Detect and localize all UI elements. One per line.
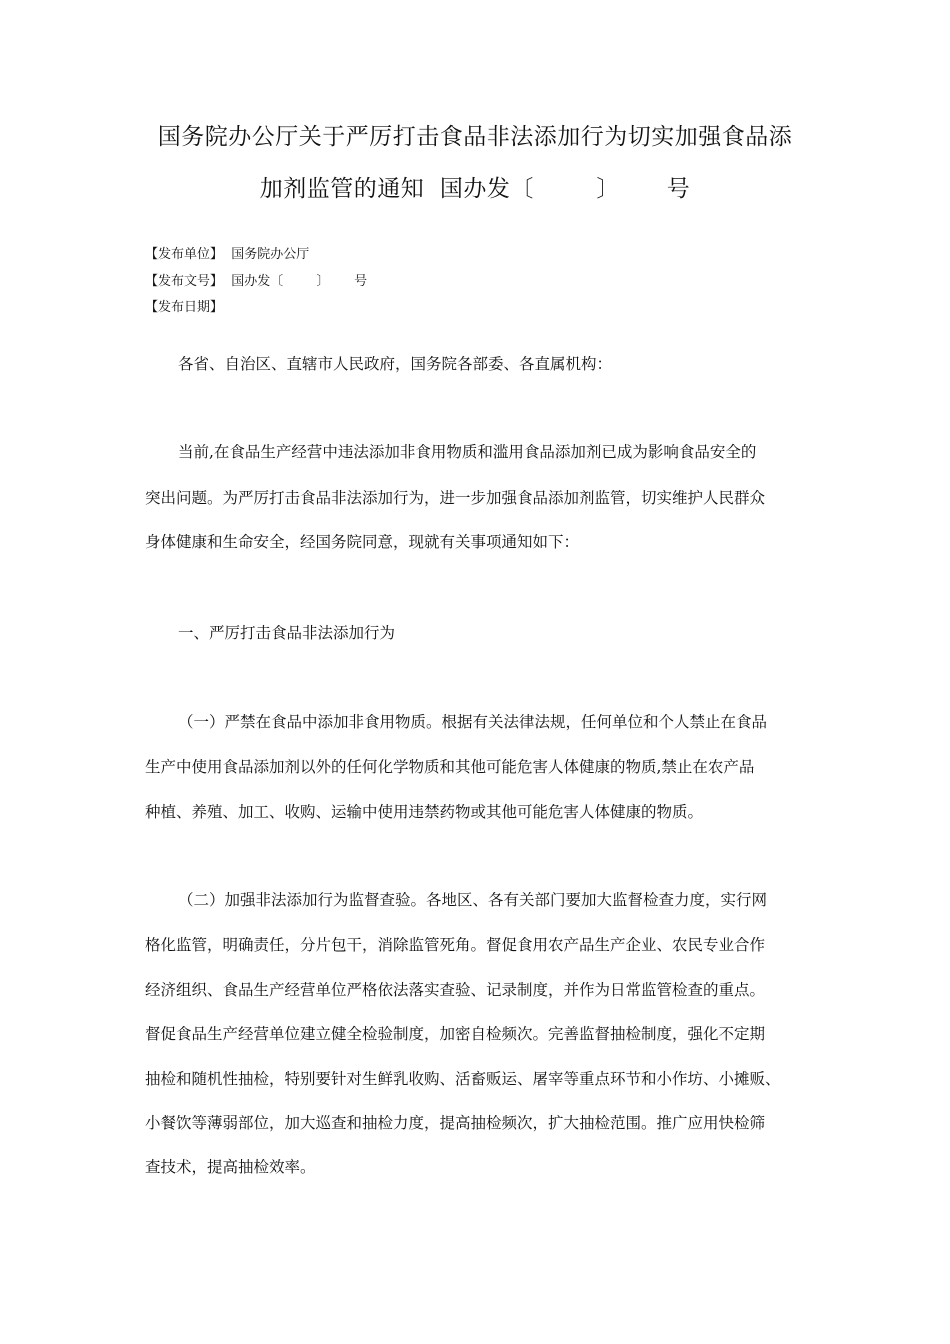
paragraph-3-line: 督促食品生产经营单位建立健全检验制度，加密自检频次。完善监督抽检制度，强化不定期 [145, 1025, 766, 1043]
meta-doc-number: 【发布文号】 国办发〔 〕 号 [145, 274, 368, 289]
salutation: 各省、自治区、直辖市人民政府，国务院各部委、各直属机构： [178, 355, 613, 373]
paragraph-3-line: 查技术，提高抽检效率。 [145, 1158, 316, 1176]
document-title-line-2: 加剂监管的通知 国办发〔 〕 号 [259, 176, 691, 202]
paragraph-2-line: 种植、养殖、加工、收购、运输中使用违禁药物或其他可能危害人体健康的物质。 [145, 803, 704, 821]
paragraph-3-line: 格化监管，明确责任，分片包干，消除监管死角。督促食用农产品生产企业、农民专业合作 [145, 936, 766, 954]
meta-publisher: 【发布单位】 国务院办公厅 [145, 247, 310, 262]
paragraph-3-line: 小餐饮等薄弱部位，加大巡查和抽检力度，提高抽检频次，扩大抽检范围。推广应用快检筛 [145, 1114, 766, 1132]
section-heading: 一、严厉打击食品非法添加行为 [178, 624, 396, 642]
paragraph-3-line: 抽检和随机性抽检，特别要针对生鲜乳收购、活畜贩运、屠宰等重点环节和小作坊、小摊贩、 [145, 1070, 781, 1088]
paragraph-1-line: 身体健康和生命安全，经国务院同意，现就有关事项通知如下： [145, 533, 580, 551]
document-title-line-1: 国务院办公厅关于严厉打击食品非法添加行为切实加强食品添 [157, 124, 793, 150]
paragraph-3-line: 经济组织、食品生产经营单位严格依法落实查验、记录制度，并作为日常监管检查的重点。 [145, 981, 766, 999]
paragraph-2-line: （一）严禁在食品中添加非食用物质。根据有关法律法规，任何单位和个人禁止在食品 [178, 713, 768, 731]
meta-date: 【发布日期】 [145, 300, 224, 315]
paragraph-3-line: （二）加强非法添加行为监督查验。各地区、各有关部门要加大监督检查力度，实行网 [178, 891, 768, 909]
paragraph-1-line: 当前,在食品生产经营中违法添加非食用物质和滥用食品添加剂已成为影响食品安全的 [178, 443, 757, 461]
paragraph-1-line: 突出问题。为严厉打击食品非法添加行为，进一步加强食品添加剂监管，切实维护人民群众 [145, 489, 766, 507]
paragraph-2-line: 生产中使用食品添加剂以外的任何化学物质和其他可能危害人体健康的物质,禁止在农产品 [145, 758, 755, 776]
